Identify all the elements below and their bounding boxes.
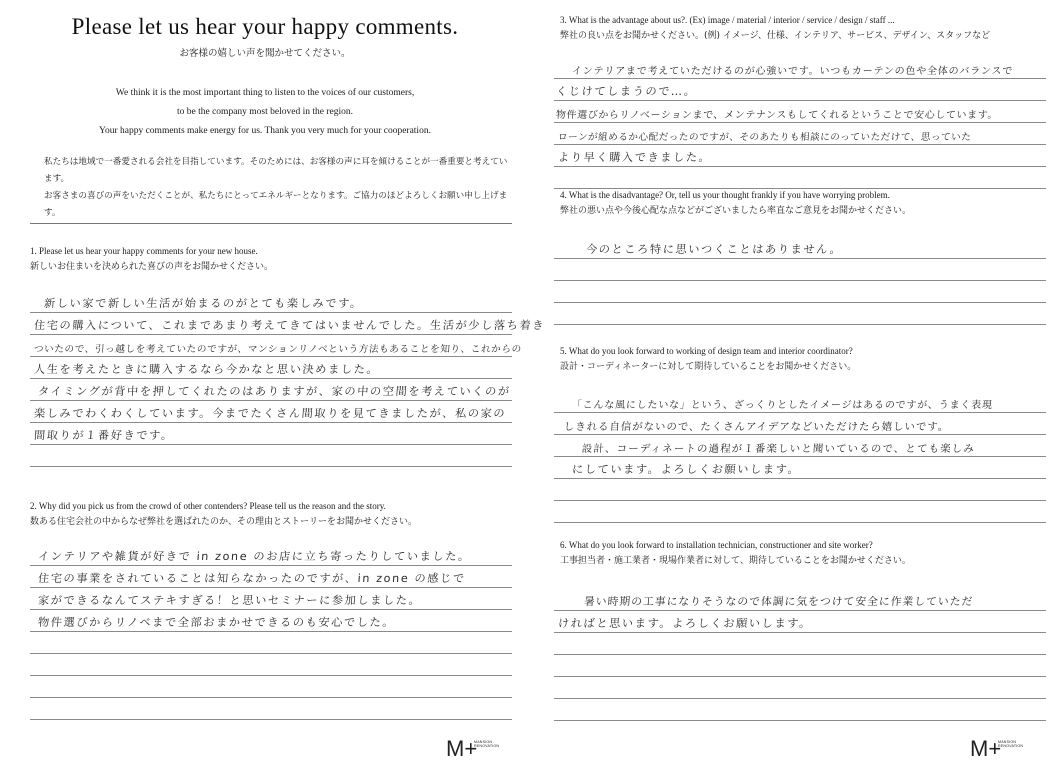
answer-line <box>30 699 512 720</box>
question-6 <box>560 540 1050 566</box>
handwritten-text: にしています。よろしくお願いします。 <box>571 463 801 476</box>
handwritten-text: 人生を考えたときに購入するなら今かなと思い決めました。 <box>33 363 380 376</box>
answer-line <box>554 634 1046 655</box>
logo-text-line: RENOVATION <box>998 744 1024 748</box>
intro-en <box>40 84 490 141</box>
answer-line <box>30 380 512 401</box>
handwritten-text: 物件選びからリノベーションまで、メンテナンスもしてくれるということで安心しています。 <box>555 110 999 121</box>
question-2-jp: 数ある住宅会社の中からなぜ弊社を選ばれたのか、その理由とストーリーをお聞かせください。 <box>30 517 418 527</box>
answer-line <box>554 502 1046 523</box>
handwritten-text: ければと思います。よろしくお願いします。 <box>557 617 813 630</box>
answer-line <box>30 611 512 632</box>
handwritten-text: 住宅の購入について、これまであまり考えてきてはいませんでした。生活が少し落ち着き <box>33 319 546 332</box>
answer-line <box>30 677 512 698</box>
answer-line <box>30 314 546 335</box>
answer-line <box>30 589 512 610</box>
question-4-jp: 弊社の悪い点や今後心配な点などがございましたら率直なご意見をお聞かせください。 <box>560 206 912 216</box>
question-1-jp: 新しいお住まいを決められた喜びの声をお聞かせください。 <box>30 262 274 272</box>
handwritten-text: 物件選びからリノベまで全部おまかせできるのも安心でした。 <box>37 616 396 629</box>
answer-line <box>30 545 512 566</box>
answer-line <box>554 304 1046 325</box>
answer-line <box>30 655 512 676</box>
logo-text-line: MANSION <box>474 740 493 744</box>
answer-line <box>30 633 512 654</box>
intro-jp <box>44 154 514 222</box>
handwritten-text: インテリアや雑貨が好きで in zone のお店に立ち寄ったりしていました。 <box>37 550 472 563</box>
answer-line <box>554 102 1046 123</box>
answer-line <box>554 146 1046 167</box>
answer-line <box>554 124 1046 145</box>
question-6-jp: 工事担当者・施工業者・現場作業者に対して、期待していることをお聞かせください。 <box>560 556 911 566</box>
brand-logo: M+ <box>970 736 1002 761</box>
handwritten-text: くじけてしまうので…。 <box>555 85 698 98</box>
answer-line <box>554 480 1046 501</box>
answer-line <box>554 260 1046 281</box>
logo-text-line: MANSION <box>998 740 1017 744</box>
answer-line <box>30 336 523 357</box>
handwritten-text: 楽しみでわくわくしています。今までたくさん間取りを見てきましたが、私の家の <box>33 407 507 420</box>
intro-en-line: to be the company most beloved in the region. <box>177 107 353 117</box>
handwritten-text: ついたので、引っ越しを考えていたのですが、マンションリノベという方法もあることを知り、これからの <box>33 344 523 355</box>
answer-line <box>554 700 1046 721</box>
handwritten-text: 住宅の事業をされていることは知らなかったのですが、in zone の感じで <box>37 572 467 585</box>
answer-line <box>554 414 1046 435</box>
intro-jp-line: 私たちは地域で一番愛される会社を目指しています。そのためには、お客様の声に耳を傾けることが一番重要と考えています。 <box>44 157 508 184</box>
intro-en-line: We think it is the most important thing to listen to the voices of our customers, <box>115 88 415 98</box>
question-1-en: 1. Please let us hear your happy comments for your new house. <box>30 246 258 256</box>
answer-line <box>554 80 1046 101</box>
question-3-en: 3. What is the advantage about us?. (Ex) image / material / interior / service / design / staff ... <box>560 15 895 25</box>
answer-line <box>554 590 1046 611</box>
question-4 <box>560 190 1050 216</box>
answer-line <box>30 292 512 313</box>
intro-en-line: Your happy comments make energy for us. Thank you very much for your cooperation. <box>99 126 431 136</box>
handwritten-text: 間取りが１番好きです。 <box>33 429 175 442</box>
question-1 <box>30 246 520 272</box>
question-3 <box>560 15 1050 41</box>
question-2-en: 2. Why did you pick us from the crowd of other contenders? Please tell us the reason and the story. <box>30 501 386 511</box>
question-6-en: 6. What do you look forward to installation technician, constructioner and site worker? <box>560 540 873 550</box>
answer-line <box>554 392 1046 413</box>
handwritten-text: インテリアまで考えていただけるのが心強いです。いつもカーテンの色や全体のバランスで <box>571 66 1014 77</box>
handwritten-text: しきれる自信がないので、たくさんアイデアなどいただけたら嬉しいです。 <box>563 421 950 433</box>
logo-text-line: RENOVATION <box>474 744 500 748</box>
answer-line <box>554 458 1046 479</box>
page-title: Please let us hear your happy comments. <box>71 14 459 39</box>
handwritten-text: タイミングが背中を押してくれたのはありますが、家の中の空間を考えていくのが <box>37 385 512 398</box>
answer-line <box>554 656 1046 677</box>
handwritten-text: 新しい家で新しい生活が始まるのがとても楽しみです。 <box>43 297 364 310</box>
answer-line <box>554 238 1046 259</box>
answer-line <box>30 446 512 467</box>
answer-line <box>554 436 1046 457</box>
handwritten-text: 今のところ特に思いつくことはありません。 <box>585 243 843 256</box>
question-3-jp: 弊社の良い点をお聞かせください。(例) イメージ、仕様、インテリア、サービス、デザイン、スタッフなど <box>560 31 991 41</box>
answer-line <box>30 567 512 588</box>
question-4-en: 4. What is the disadvantage? Or, tell us your thought frankly if you have worrying problem. <box>560 190 890 200</box>
intro-jp-line: お客さまの喜びの声をいただくことが、私たちにとってエネルギーとなります。ご協力のほどよろしくお願い申し上げます。 <box>44 191 508 218</box>
answer-line <box>554 282 1046 303</box>
handwritten-text: ローンが組めるか心配だったのですが、そのあたりも相談にのっていただけて、思っていた <box>557 132 972 143</box>
question-2 <box>30 501 520 527</box>
handwritten-text: より早く購入できました。 <box>557 151 712 164</box>
brand-logo: M+ <box>446 736 478 761</box>
brand-logo-text <box>474 740 499 748</box>
right-page <box>530 0 1060 776</box>
answer-line <box>30 402 512 423</box>
brand-logo-text <box>998 740 1023 748</box>
question-5-en: 5. What do you look forward to working of design team and interior coordinator? <box>560 346 853 356</box>
answer-line <box>554 168 1046 189</box>
answer-line <box>30 358 512 379</box>
question-5-jp: 設計・コーディネーターに対して期待していることをお聞かせください。 <box>560 362 857 372</box>
page-subtitle-jp: お客様の嬉しい声を聞かせてください。 <box>179 48 351 59</box>
handwritten-text: 「こんな風にしたいな」という、ざっくりとしたイメージはあるのですが、うまく表現 <box>571 400 994 411</box>
answer-line <box>554 58 1046 79</box>
answer-line <box>30 424 512 445</box>
handwritten-text: 暑い時期の工事になりそうなので体調に気をつけて安全に作業していただ <box>583 595 974 608</box>
answer-line <box>554 678 1046 699</box>
handwritten-text: 家ができるなんてステキすぎる！と思いセミナーに参加しました。 <box>37 594 422 607</box>
handwritten-text: 設計、コーディネートの過程が１番楽しいと聞いているので、とても楽しみ <box>581 443 976 455</box>
intro-divider <box>30 223 512 224</box>
question-5 <box>560 346 1050 372</box>
answer-line <box>554 612 1046 633</box>
